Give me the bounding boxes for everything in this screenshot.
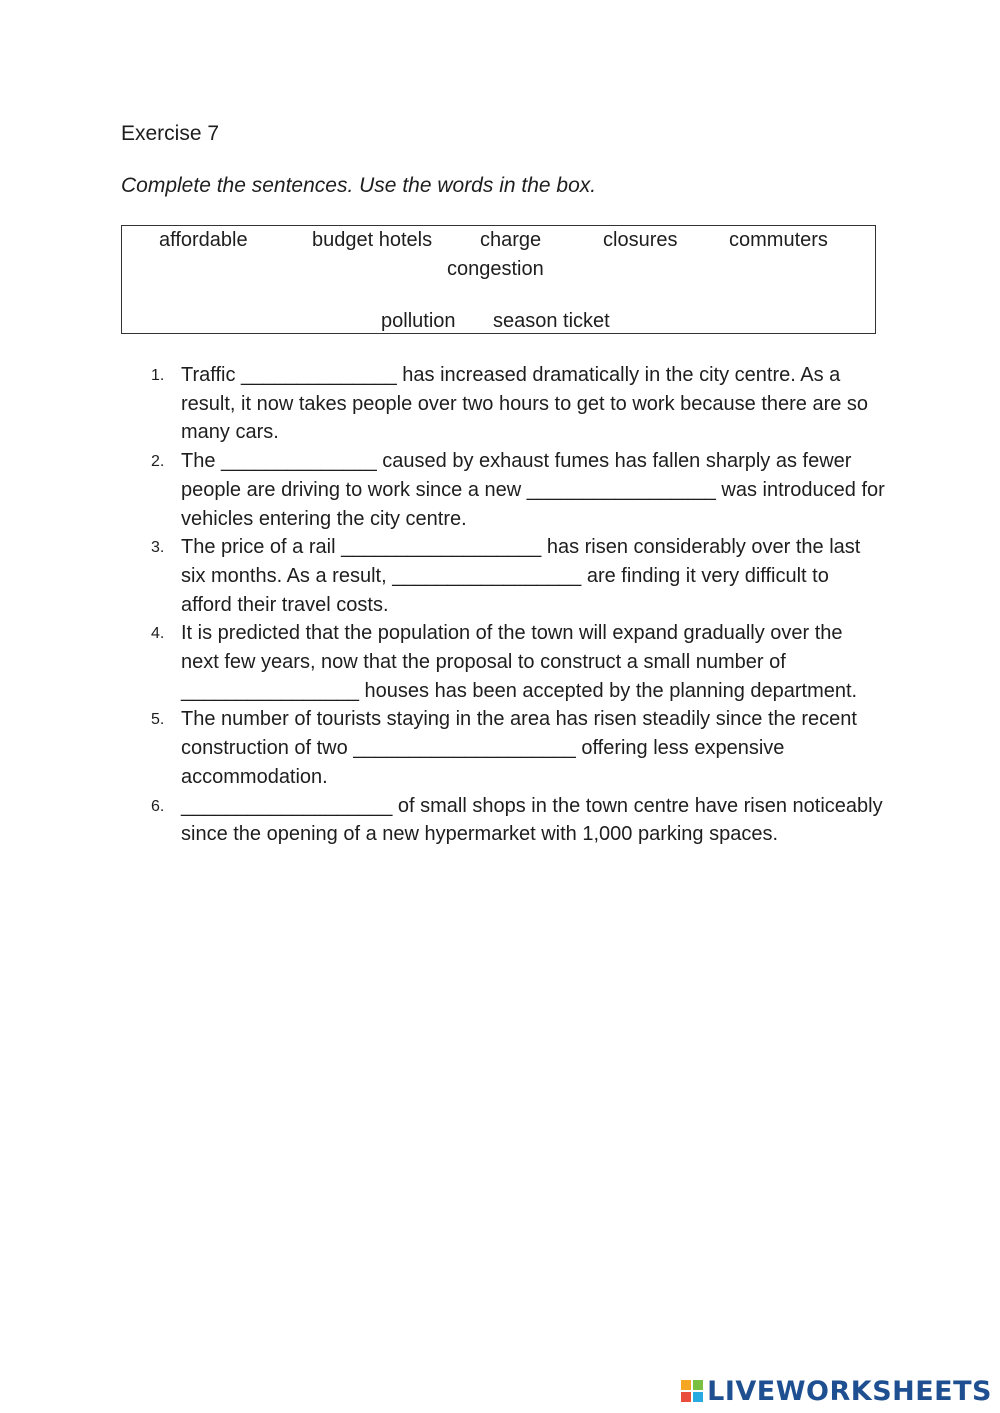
item-number: 4. <box>151 625 165 643</box>
item-number: 1. <box>151 367 165 384</box>
logo-square <box>693 1380 703 1390</box>
logo-square <box>693 1392 703 1402</box>
word-box-item: affordable <box>159 229 248 251</box>
sentence-text: It is predicted that the population of the town will expand gradually over the next few years, now that the proposal to construct a small number of ________________ houses has been accepted by the planning department. <box>181 622 858 702</box>
logo-square <box>681 1380 691 1390</box>
item-number: 3. <box>151 539 165 557</box>
sentence-text: The ______________ caused by exhaust fumes has fallen sharply as fewer people are driving to work since a new _________________ was introduced for vehicles entering the city centre. <box>181 450 885 530</box>
sentence-text: ___________________ of small shops in the town centre have risen noticeably since the opening of a new hypermarket with 1,000 parking spaces. <box>181 794 883 846</box>
word-box-item: season ticket <box>493 310 610 332</box>
list-item <box>140 792 885 849</box>
word-box-item: commuters <box>729 229 828 251</box>
instructions: Complete the sentences. Use the words in the box. <box>121 174 597 197</box>
logo-text: LIVEWORKSHEETS <box>707 1375 992 1407</box>
item-number: 2. <box>151 453 165 471</box>
word-box-item: congestion <box>447 258 544 280</box>
sentence-text: The number of tourists staying in the area has risen steadily since the recent construction of two ____________________ offering less expensive accommodation. <box>181 708 857 788</box>
word-box-item: charge <box>480 229 542 251</box>
list-item <box>140 361 885 447</box>
list-item <box>140 447 885 533</box>
word-box-item: closures <box>603 229 678 251</box>
logo-square <box>681 1392 691 1402</box>
list-item <box>140 619 885 705</box>
word-box <box>121 225 876 334</box>
word-box-item: budget hotels <box>312 229 433 251</box>
sentence-list <box>140 361 885 849</box>
sentence-text: Traffic ______________ has increased dramatically in the city centre. As a result, it now takes people over two hours to get to work because there are so many cars. <box>181 364 869 444</box>
liveworksheets-logo[interactable] <box>681 1373 992 1409</box>
item-number: 5. <box>151 711 165 729</box>
exercise-title: Exercise 7 <box>121 122 220 145</box>
list-item <box>140 533 885 619</box>
sentence-text: The price of a rail __________________ has risen considerably over the last six months. As a result, _________________ are finding it very difficult to afford their travel costs. <box>181 536 861 616</box>
logo-mark-icon <box>681 1380 703 1402</box>
word-box-item: pollution <box>381 310 456 332</box>
item-number: 6. <box>151 797 165 815</box>
list-item <box>140 705 885 791</box>
